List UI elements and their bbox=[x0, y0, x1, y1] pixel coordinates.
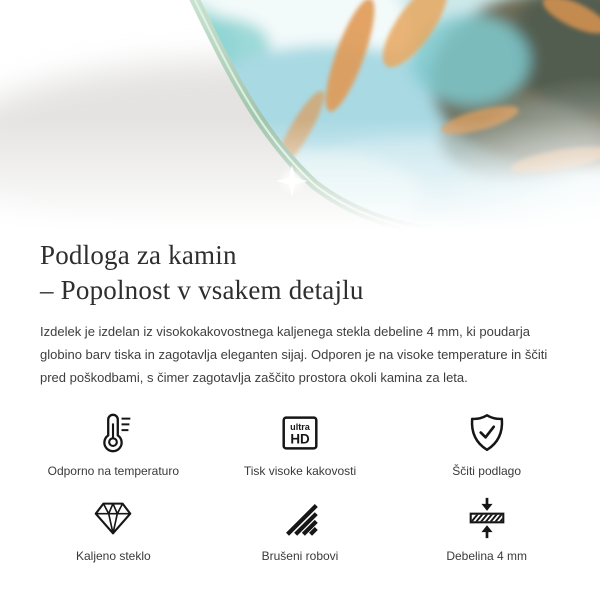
glass-panel-illustration bbox=[0, 0, 600, 230]
thickness-icon bbox=[464, 494, 510, 542]
feature-thickness bbox=[393, 494, 580, 563]
feature-protects-surface bbox=[393, 409, 580, 478]
page-title-line2: – Popolnost v vsakem detajlu bbox=[40, 275, 364, 306]
ultra-hd-badge-bottom: HD bbox=[290, 431, 310, 447]
feature-tempered-glass bbox=[20, 494, 207, 563]
shield-check-icon bbox=[464, 409, 510, 457]
feature-label: Debelina 4 mm bbox=[446, 549, 528, 564]
product-hero-image bbox=[0, 0, 600, 230]
product-info-section bbox=[0, 238, 600, 389]
feature-label: Odporno na temperaturo bbox=[47, 464, 180, 479]
feature-label: Ščiti podlago bbox=[452, 464, 522, 479]
feature-temperature-resistant bbox=[20, 409, 207, 478]
ultra-hd-badge-top: ultra bbox=[290, 422, 310, 433]
feature-label: Kaljeno steklo bbox=[75, 549, 151, 564]
feature-beveled-edges bbox=[207, 494, 394, 563]
feature-label: Brušeni robovi bbox=[261, 549, 339, 564]
feature-print-quality bbox=[207, 409, 394, 478]
thermometer-icon bbox=[90, 409, 136, 457]
page-title bbox=[40, 238, 562, 308]
feature-grid bbox=[20, 409, 580, 563]
ultra-hd-icon bbox=[277, 409, 323, 457]
beveled-edges-icon bbox=[277, 494, 323, 542]
page-title-line1: Podloga za kamin bbox=[40, 240, 237, 270]
diamond-icon bbox=[90, 494, 136, 542]
product-description: Izdelek je izdelan iz visokokakovostnega kaljenega stekla debeline 4 mm, ki poudarja globino barv tiska in zagotavlja eleganten sijaj. Odporen je na visoke temperature in ščiti pred poškodbami, s čimer zagotavlja zaščito prostora okoli kamina za leta. bbox=[40, 324, 548, 385]
feature-label: Tisk visoke kakovosti bbox=[243, 464, 357, 479]
